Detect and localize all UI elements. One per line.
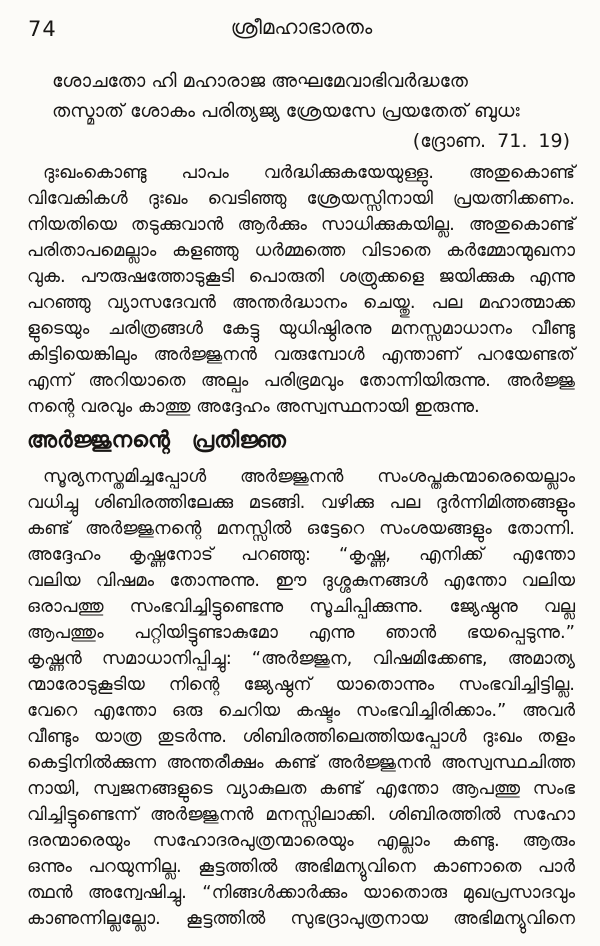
text-line: ആപത്തും പറ്റിയിട്ടുണ്ടാകുമോ എന്നു ഞാൻ ഭയപ്പെടുന്നു.” <box>27 622 575 643</box>
running-title: ശ്രീമഹാഭാരതം <box>230 15 373 39</box>
text-line: കിട്ടിയെങ്കിലും അർജ്ജുനൻ വരുമ്പോൾ എന്താണ് പറയേണ്ടത് <box>27 344 575 365</box>
text-line: അദ്ദേഹം കൃഷ്ണനോട് പറഞ്ഞു: “കൃഷ്ണ, എനിക്ക് എന്തോ <box>27 544 575 565</box>
text-line: ളുടെയും ചരിത്രങ്ങൾ കേട്ടു യുധിഷ്ഠിരനു മനസ്സമാധാനം വീണ്ടു <box>27 318 575 339</box>
verse-line: ശോചതോ ഹി മഹാരാജ അഘമേവാഭിവർദ്ധതേ <box>52 70 468 92</box>
text-line: കൃഷ്ണൻ സമാധാനിപ്പിച്ചു: “അർജ്ജുന, വിഷമിക്കേണ്ട, അമാത്യ <box>27 648 575 669</box>
text-line: വുക. പൗരുഷത്തോടുകൂടി പൊരുതി ശത്രുക്കളെ ജയിക്കുക എന്നു <box>27 266 575 287</box>
verse-block <box>52 66 570 156</box>
text-line: ദരന്മാരെയും സഹോദരപുത്രന്മാരെയും എല്ലാം കണ്ടു. ആരും <box>27 830 575 851</box>
text-line: ഒന്നും പറയുന്നില്ല. കൂട്ടത്തിൽ അഭിമന്യുവിനെ കാണാതെ പാർ <box>27 856 575 877</box>
text-line: എന്ന് അറിയാതെ അല്പം പരിഭ്രമവും തോന്നിയിരുന്നു. അർജ്ജു <box>27 370 575 391</box>
verse-line: തസ്മാത് ശോകം പരിത്യജ്യ ശ്രേയസേ പ്രയതേത് ബുധഃ <box>52 100 520 122</box>
text-line: വീണ്ടും യാത്ര തുടർന്നു. ശിബിരത്തിലെത്തിയപ്പോൾ ദുഃഖം തളം <box>27 726 575 747</box>
text-line: വേറെ എന്തോ ഒരു ചെറിയ കഷ്ടം സംഭവിച്ചിരിക്കാം.” അവർ <box>27 700 575 721</box>
text-line: ന്മാരോടുകൂടിയ നിന്റെ ജ്യേഷ്ഠന് യാതൊന്നും സംഭവിച്ചിട്ടില്ല. <box>27 674 575 695</box>
text-line: കാണുന്നില്ലല്ലോ. കൂട്ടത്തിൽ സുഭദ്രാപുത്രനായ അഭിമന്യുവിനെ <box>27 908 575 929</box>
text-line: ത്ഥൻ അന്വേഷിച്ചു. “നിങ്ങൾക്കാർക്കും യാതൊരു മുഖപ്രസാദവും <box>27 882 575 903</box>
text-line: ദുഃഖംകൊണ്ടു പാപം വർദ്ധിക്കുകയേയുള്ളു. അതുകൊണ്ട് <box>43 162 575 183</box>
text-line: പറഞ്ഞു വ്യാസദേവൻ അന്തർദ്ധാനം ചെയ്തു. പല മഹാത്മാക്ക <box>27 292 575 313</box>
page-header <box>28 15 575 45</box>
text-line: പരിതാപമെല്ലാം കളഞ്ഞു ധർമ്മത്തെ വിടാതെ കർമ്മോന്മുഖനാ <box>27 240 575 261</box>
text-line: സൂര്യനസ്തമിച്ചപ്പോൾ അർജ്ജുനൻ സംശപ്തകന്മാരെയെല്ലാം <box>43 466 575 487</box>
text-line: വിവേകികൾ ദുഃഖം വെടിഞ്ഞു ശ്രേയസ്സിനായി പ്രയത്നിക്കണം. <box>27 188 575 209</box>
text-line: വലിയ വിഷമം തോന്നുന്നു. ഈ ദുശ്ശകുനങ്ങൾ എന്തോ വലിയ <box>27 570 575 591</box>
text-line: നായി, സ്വജനങ്ങളുടെ വ്യാകുലത കണ്ട് എന്തോ ആപത്തു സംഭ <box>27 778 575 799</box>
text-line: വധിച്ചു ശിബിരത്തിലേക്കു മടങ്ങി. വഴിക്കു പല ദുർന്നിമിത്തങ്ങളും <box>27 492 575 513</box>
section-heading: അർജ്ജുനന്റെ പ്രതിജ്ഞ <box>27 428 287 453</box>
body-text <box>27 160 575 932</box>
text-line: നിയതിയെ തടുക്കുവാൻ ആർക്കും സാധിക്കുകയില്ല. അതുകൊണ്ട് <box>27 214 575 235</box>
paragraph <box>27 464 575 932</box>
text-line: കെട്ടിനിൽക്കുന്ന അന്തരീക്ഷം കണ്ട് അർജ്ജുനൻ അസ്വസ്ഥചിത്ത <box>27 752 575 773</box>
page-number: 74 <box>28 17 57 41</box>
text-line: വിച്ചിട്ടുണ്ടെന്ന് അർജ്ജുനൻ മനസ്സിലാക്കി. ശിബിരത്തിൽ സഹോ <box>27 804 575 825</box>
text-line: ഒരാപത്തു സംഭവിച്ചിട്ടുണ്ടെന്നു സൂചിപ്പിക്കുന്നു. ജ്യേഷ്ഠനു വല്ല <box>27 596 575 617</box>
text-line: കണ്ട് അർജ്ജുനന്റെ മനസ്സിൽ ഒട്ടേറെ സംശയങ്ങളും തോന്നി. <box>27 518 575 539</box>
text-line: നന്റെ വരവും കാത്തു അദ്ദേഹം അസ്വസ്ഥനായി ഇരുന്നു. <box>27 396 480 417</box>
paragraph <box>27 160 575 420</box>
verse-citation: (ദ്രോണ. 71. 19) <box>412 130 570 152</box>
